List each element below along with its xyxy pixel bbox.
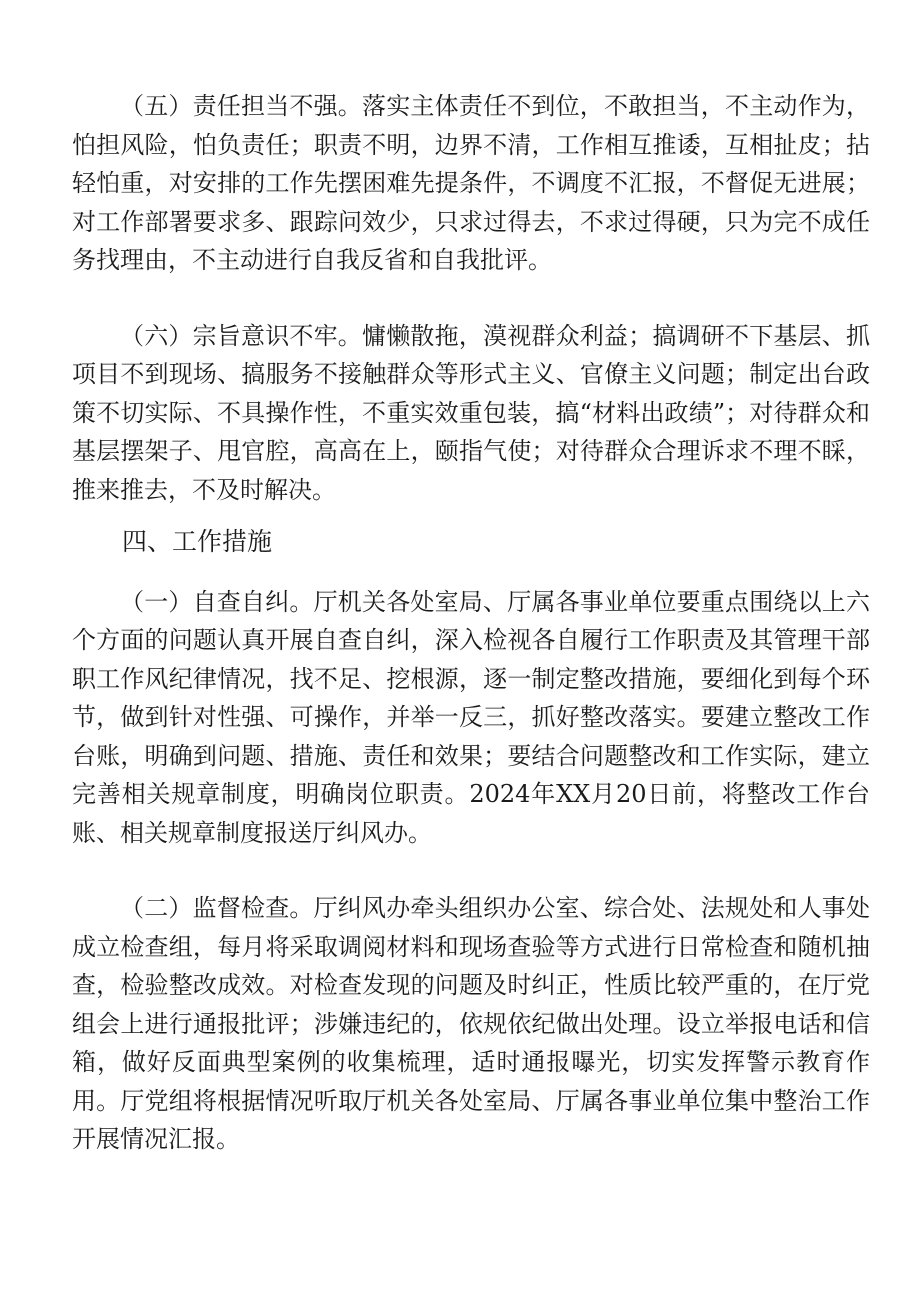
document-body (72, 87, 870, 1159)
paragraph-supervision: （二）监督检查。厅纠风办牵头组织办公室、综合处、法规处和人事处成立检查组，每月将采取调阅材料和现场查验等方式进行日常检查和随机抽查，检验整改成效。对检查发现的问题及时纠正，性质比较严重的，在厅党组会上进行通报批评；涉嫌违纪的，依规依纪做出处理。设立举报电话和信箱，做好反面典型案例的收集梳理，适时通报曝光，切实发挥警示教育作用。厅党组将根据情况听取厅机关各处室局、厅属各事业单位集中整治工作开展情况汇报。 (72, 894, 870, 1153)
section-heading-work-measures: 四、工作措施 (122, 527, 273, 556)
paragraph-self-inspection: （一）自查自纠。厅机关各处室局、厅属各事业单位要重点围绕以上六个方面的问题认真开展自查自纠，深入检视各自履行工作职责及其管理干部职工作风纪律情况，找不足、挖根源，逐一制定整改措施，要细化到每个环节，做到针对性强、可操作，并举一反三，抓好整改落实。要建立整改工作台账，明确到问题、措施、责任和效果；要结合问题整改和工作实际，建立完善相关规章制度，明确岗位职责。2024年XX月20日前，将整改工作台账、相关规章制度报送厅纠风办。 (72, 587, 870, 847)
paragraph-responsibility: （五）责任担当不强。落实主体责任不到位，不敢担当，不主动作为，怕担风险，怕负责任；职责不明，边界不清，工作相互推诿，互相扯皮；拈轻怕重，对安排的工作先摆困难先提条件，不调度不汇报，不督促无进展；对工作部署要求多、跟踪问效少，只求过得去，不求过得硬，只为完不成任务找理由，不主动进行自我反省和自我批评。 (72, 92, 870, 274)
paragraph-purpose-awareness: （六）宗旨意识不牢。慵懒散拖，漠视群众利益；搞调研不下基层、抓项目不到现场、搞服务不接触群众等形式主义、官僚主义问题；制定出台政策不切实际、不具操作性，不重实效重包装，搞“材料出政绩”；对待群众和基层摆架子、甩官腔，高高在上，颐指气使；对待群众合理诉求不理不睬，推来推去，不及时解决。 (72, 321, 870, 504)
